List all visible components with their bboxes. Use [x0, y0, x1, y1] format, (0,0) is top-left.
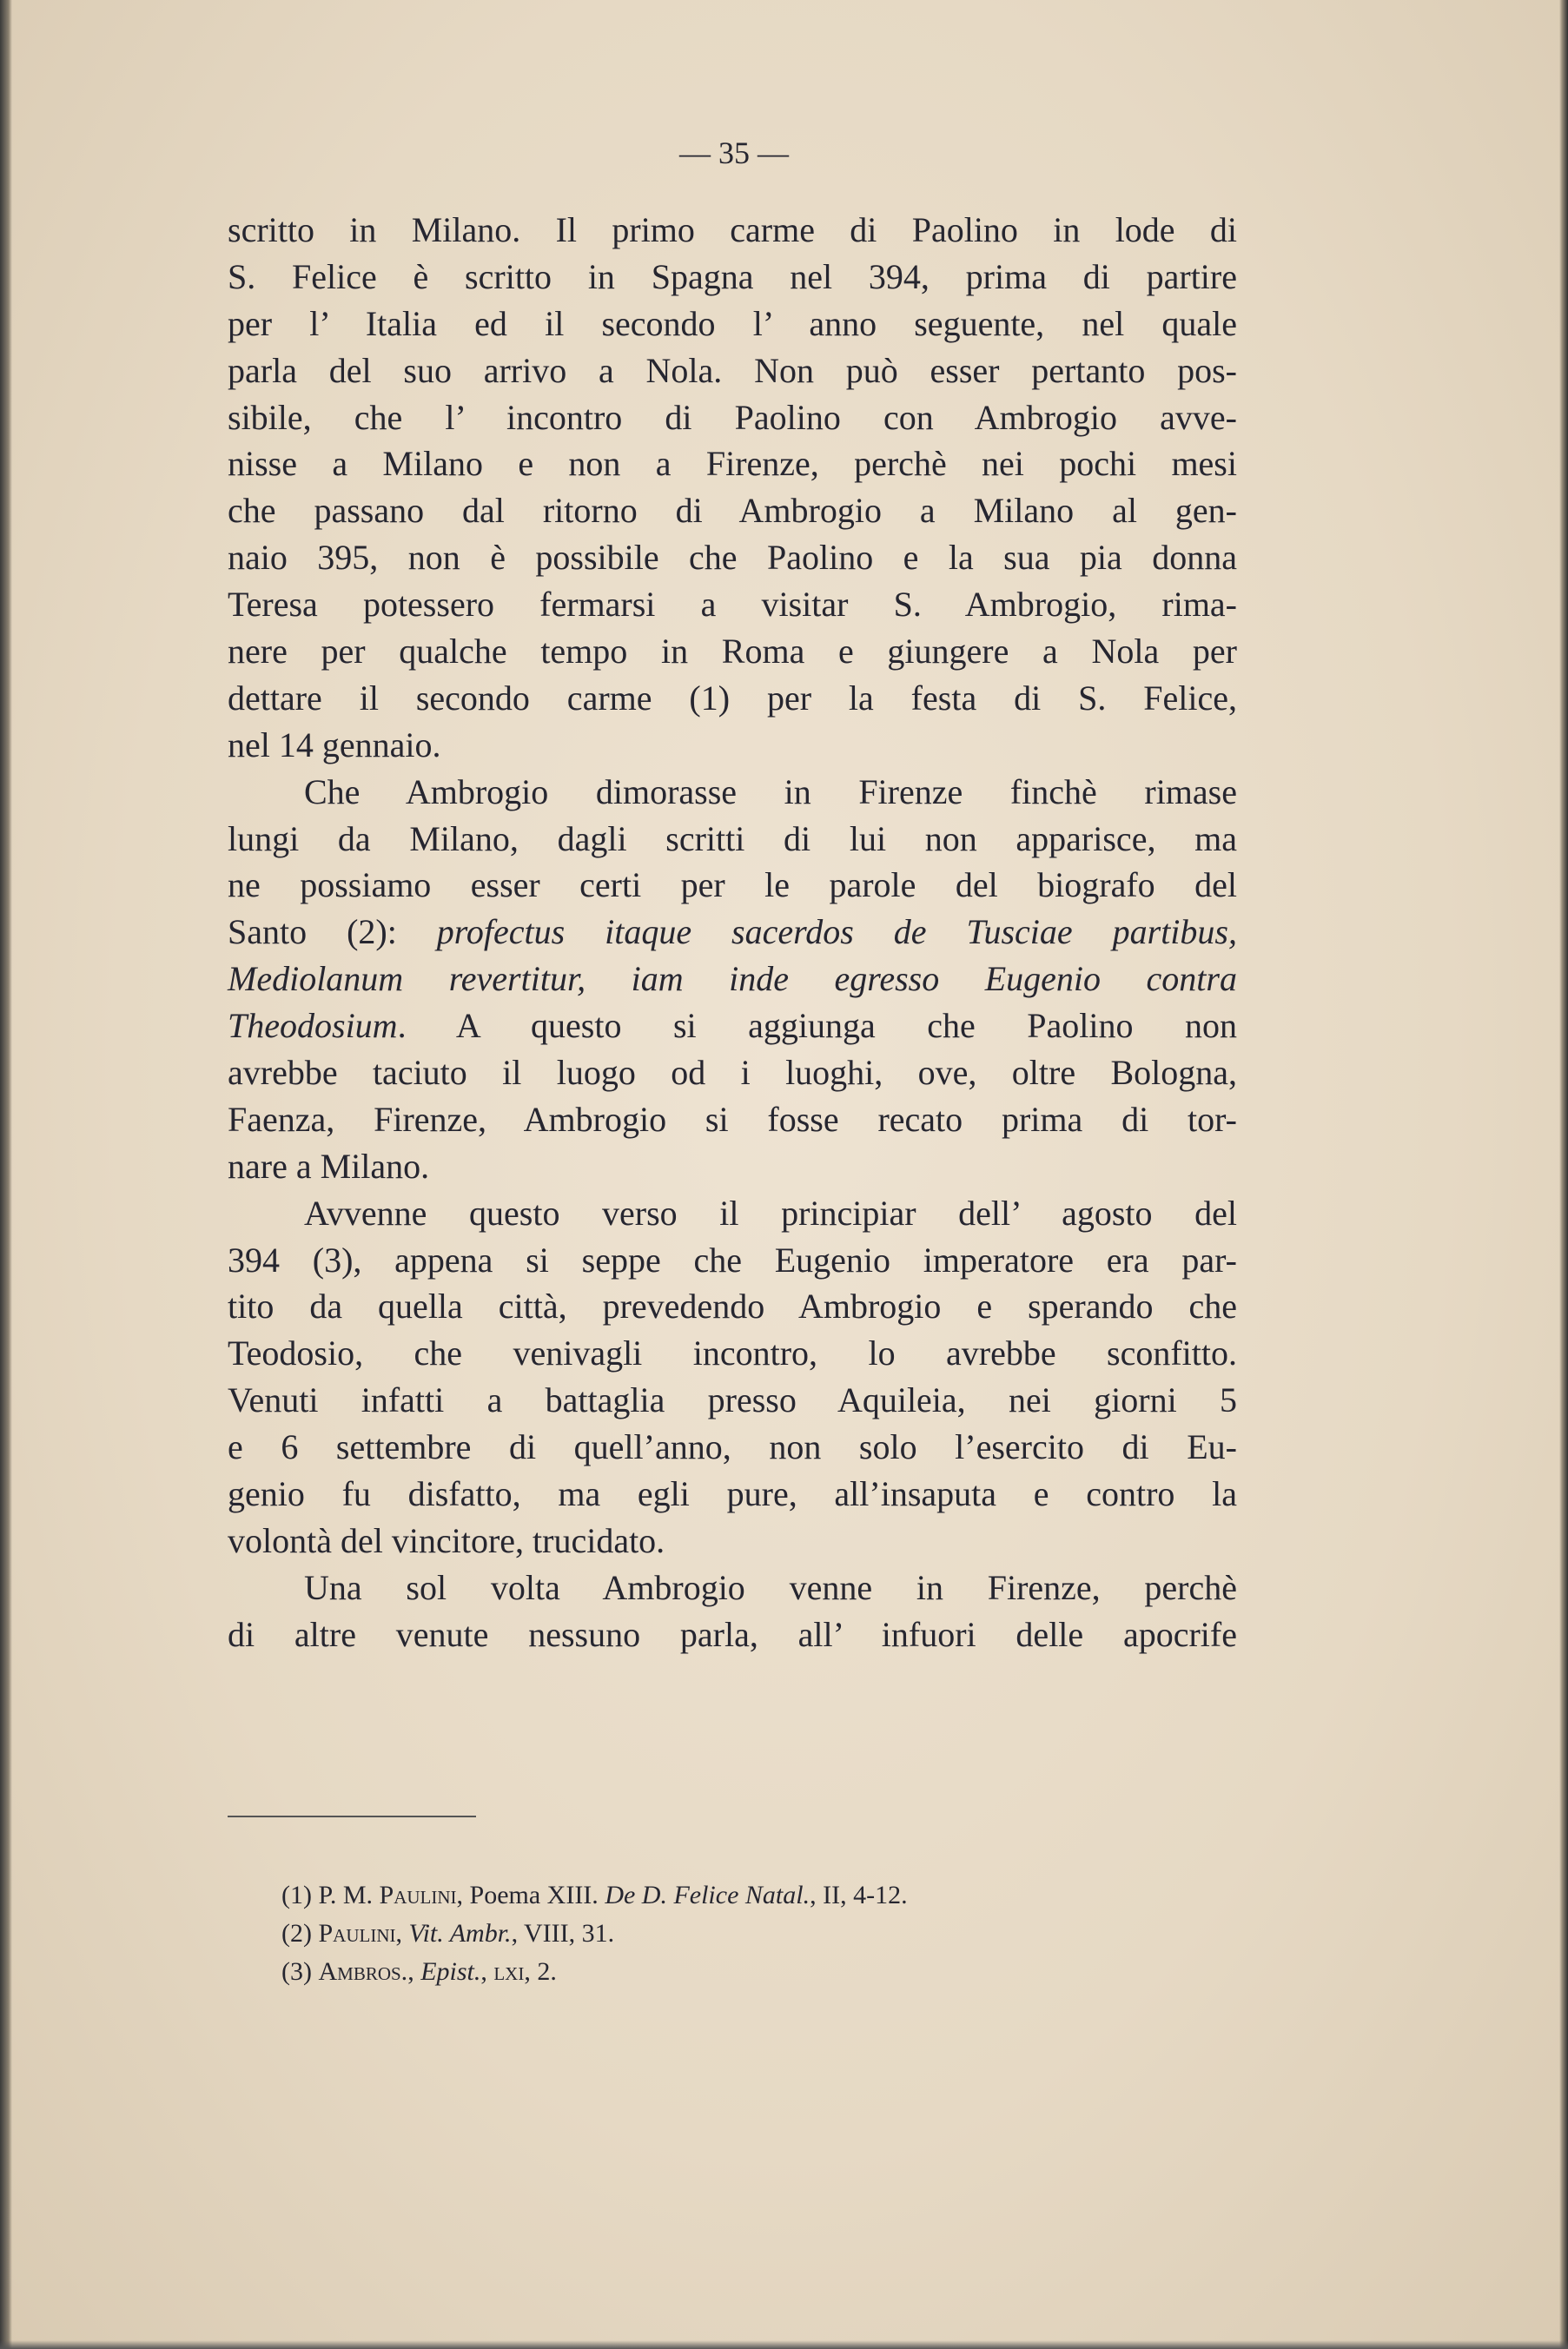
page-number: — 35 —	[679, 136, 789, 170]
text-segment: per l’ Italia ed il secondo l’ anno seguente, nel quale	[228, 303, 1237, 343]
text-line	[228, 301, 1237, 347]
text-segment: (1) P. M.	[281, 1881, 380, 1909]
text-line	[228, 1237, 1237, 1284]
text-segment: parla del suo arrivo a Nola. Non può esser pertanto pos-	[228, 350, 1237, 390]
text-segment: (3)	[281, 1957, 319, 1986]
text-segment: (2)	[281, 1919, 319, 1948]
text-line	[228, 394, 1237, 441]
text-segment: nel 14 gennaio.	[228, 725, 441, 764]
text-line	[228, 440, 1237, 487]
page-edge-right	[1559, 0, 1568, 2349]
page-edge-left	[0, 0, 12, 2349]
text-segment: Una sol volta Ambrogio venne in Firenze, perchè	[304, 1567, 1237, 1607]
text-segment: , II, 4-12.	[810, 1881, 908, 1909]
smallcaps-text: Paulini	[379, 1881, 457, 1909]
text-segment: nere per qualche tempo in Roma e giungere a Nola per	[228, 632, 1237, 672]
text-line	[228, 1190, 1237, 1237]
text-line	[228, 628, 1237, 675]
text-segment: nare a Milano.	[228, 1146, 430, 1186]
text-line	[228, 1424, 1237, 1471]
text-line	[228, 862, 1237, 909]
text-line	[228, 581, 1237, 628]
text-segment: nisse a Milano e non a Firenze, perchè nei pochi mesi	[228, 444, 1237, 484]
text-line	[228, 1471, 1237, 1518]
text-line	[228, 1002, 1237, 1049]
text-segment: avrebbe taciuto il luogo od i luoghi, ove, oltre Bologna,	[228, 1053, 1237, 1093]
text-segment: , Poema XIII.	[456, 1881, 605, 1909]
italic-text: Epist.	[420, 1957, 481, 1986]
text-segment: Avvenne questo verso il principiar dell’ agosto del	[304, 1193, 1237, 1233]
text-segment: ,	[407, 1957, 421, 1986]
text-segment: ne possiamo esser certi per le parole del biografo del	[228, 865, 1237, 905]
text-segment: Teresa potessero fermarsi a visitar S. Ambrogio, rima-	[228, 585, 1237, 625]
text-segment: ,	[395, 1919, 409, 1948]
text-segment: naio 395, non è possibile che Paolino e la sua pia donna	[228, 538, 1237, 578]
text-line	[228, 1096, 1237, 1143]
text-segment: Santo (2):	[228, 912, 437, 952]
text-line	[228, 1143, 1237, 1190]
text-line	[228, 1518, 1237, 1565]
text-segment: Che Ambrogio dimorasse in Firenze finchè rimase	[304, 771, 1237, 811]
text-line	[228, 816, 1237, 863]
text-line	[228, 769, 1237, 816]
italic-text: Mediolanum revertitur, iam inde egresso Eugenio contra	[228, 959, 1237, 999]
text-line	[228, 722, 1237, 769]
text-line	[228, 487, 1237, 534]
italic-text: De D. Felice Natal.	[605, 1881, 810, 1909]
footnote-separator	[228, 1816, 476, 1817]
text-segment: e 6 settembre di quell’anno, non solo l’esercito di Eu-	[228, 1427, 1237, 1467]
italic-text: Theodosium	[228, 1006, 398, 1046]
text-segment: scritto in Milano. Il primo carme di Paolino in lode di	[228, 210, 1237, 249]
text-line	[228, 254, 1237, 301]
text-segment: lungi da Milano, dagli scritti di lui non apparisce, ma	[228, 818, 1237, 858]
italic-text: profectus itaque sacerdos de Tusciae partibus,	[436, 912, 1237, 952]
text-line	[228, 956, 1237, 1002]
text-line	[228, 1330, 1237, 1377]
italic-text: Vit. Ambr.	[408, 1919, 512, 1948]
smallcaps-text: lxi	[493, 1957, 525, 1986]
text-segment: Faenza, Firenze, Ambrogio si fosse recato prima di tor-	[228, 1099, 1237, 1139]
text-line	[228, 1377, 1237, 1424]
text-segment: genio fu disfatto, ma egli pure, all’insaputa e contro la	[228, 1474, 1237, 1514]
smallcaps-text: Ambros.	[318, 1957, 408, 1986]
page-edge-bottom	[0, 2340, 1568, 2349]
text-line	[228, 1049, 1237, 1096]
text-segment: volontà del vincitore, trucidato.	[228, 1520, 665, 1560]
text-line	[228, 1611, 1237, 1658]
text-segment: tito da quella città, prevedendo Ambrogio e sperando che	[228, 1287, 1237, 1327]
text-segment: S. Felice è scritto in Spagna nel 394, prima di partire	[228, 256, 1237, 296]
text-line	[228, 347, 1237, 394]
text-segment: sibile, che l’ incontro di Paolino con Ambrogio avve-	[228, 397, 1237, 437]
smallcaps-text: Paulini	[318, 1919, 396, 1948]
footnotes	[281, 1876, 908, 1991]
text-line	[228, 534, 1237, 581]
text-line	[228, 909, 1237, 956]
footnote	[281, 1876, 908, 1915]
text-segment: , 2.	[524, 1957, 557, 1986]
text-segment: ,	[480, 1957, 494, 1986]
text-segment: Venuti infatti a battaglia presso Aquileia, nei giorni 5	[228, 1380, 1237, 1420]
footnote	[281, 1953, 908, 1991]
text-line	[228, 1283, 1237, 1330]
text-segment: dettare il secondo carme (1) per la festa di S. Felice,	[228, 678, 1237, 718]
text-line	[228, 675, 1237, 722]
text-segment: 394 (3), appena si seppe che Eugenio imperatore era par-	[228, 1240, 1237, 1280]
body-text	[228, 207, 1237, 1658]
text-segment: , VIII, 31.	[511, 1919, 615, 1948]
footnote	[281, 1915, 908, 1953]
text-segment: che passano dal ritorno di Ambrogio a Milano al gen-	[228, 491, 1237, 531]
text-segment: di altre venute nessuno parla, all’ infuori delle apocrife	[228, 1614, 1237, 1654]
text-segment: . A questo si aggiunga che Paolino non	[397, 1006, 1237, 1046]
text-line	[228, 1565, 1237, 1611]
text-line	[228, 207, 1237, 254]
text-segment: Teodosio, che venivagli incontro, lo avrebbe sconfitto.	[228, 1333, 1237, 1373]
